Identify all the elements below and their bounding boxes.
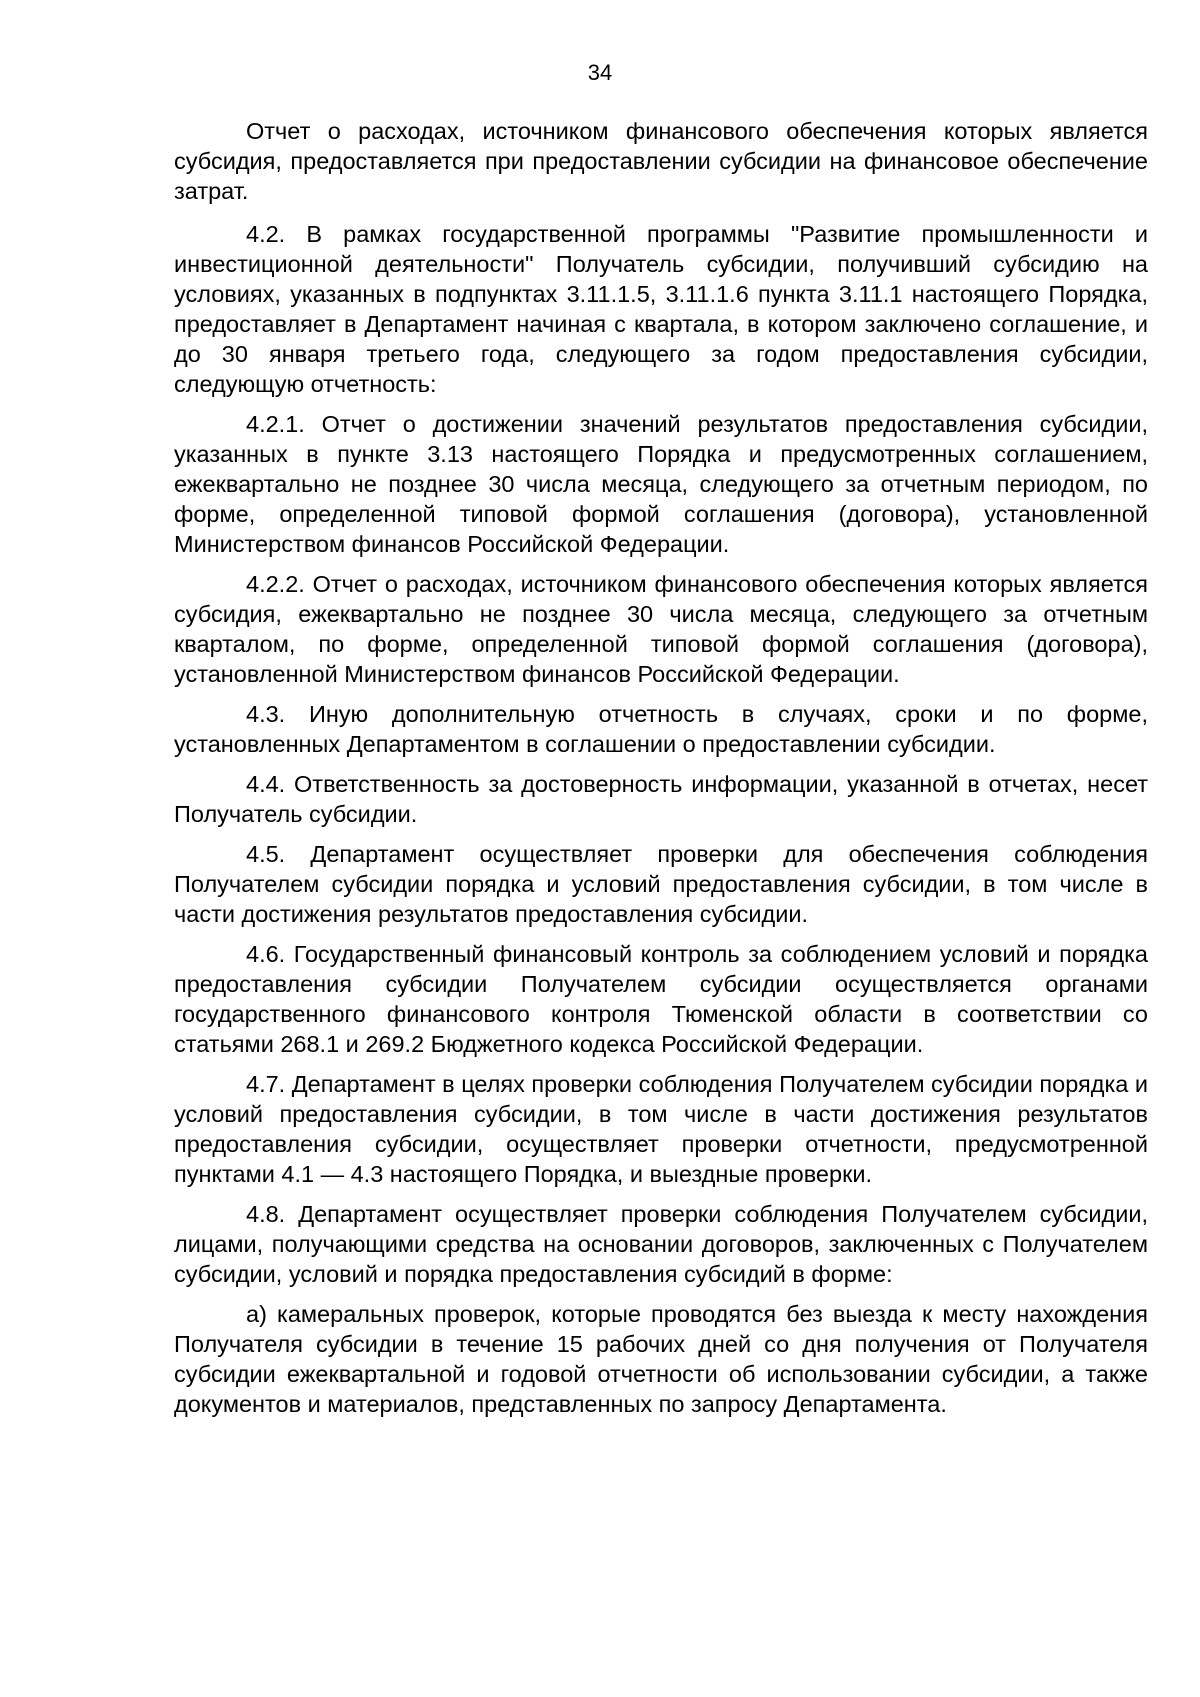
paragraph-4-3: 4.3. Иную дополнительную отчетность в случаях, сроки и по форме, установленных Департаментом в соглашении о предоставлении субсидии. <box>174 701 1148 757</box>
document-body <box>174 116 1148 1429</box>
paragraph-4-5: 4.5. Департамент осуществляет проверки для обеспечения соблюдения Получателем субсидии порядка и условий предоставления субсидии, в том числе в части достижения результатов предоставления субсидии. <box>174 841 1148 927</box>
paragraph-4-8-a: а) камеральных проверок, которые проводятся без выезда к месту нахождения Получателя субсидии в течение 15 рабочих дней со дня получения от Получателя субсидии ежеквартальной и годовой отчетности об использовании субсидии, а также документов и материалов, представленных по запросу Департамента. <box>174 1301 1148 1417</box>
paragraph-4-8: 4.8. Департамент осуществляет проверки соблюдения Получателем субсидии, лицами, получающими средства на основании договоров, заключенных с Получателем субсидии, условий и порядка предоставления субсидий в форме: <box>174 1201 1148 1287</box>
paragraph-4-2-1: 4.2.1. Отчет о достижении значений результатов предоставления субсидии, указанных в пункте 3.13 настоящего Порядка и предусмотренных соглашением, ежеквартально не позднее 30 числа месяца, следующего за отчетным периодом, по форме, определенной типовой формой соглашения (договора), установленной Министерством финансов Российской Федерации. <box>174 411 1148 557</box>
page-number: 34 <box>587 60 613 85</box>
paragraph-4-4: 4.4. Ответственность за достоверность информации, указанной в отчетах, несет Получатель субсидии. <box>174 771 1148 827</box>
paragraph-4-6: 4.6. Государственный финансовый контроль за соблюдением условий и порядка предоставления субсидии Получателем субсидии осуществляется органами государственного финансового контроля Тюменской области в соответствии со статьями 268.1 и 269.2 Бюджетного кодекса Российской Федерации. <box>174 941 1148 1057</box>
paragraph-4-7: 4.7. Департамент в целях проверки соблюдения Получателем субсидии порядка и условий предоставления субсидии, в том числе в части достижения результатов предоставления субсидии, осуществляет проверки отчетности, предусмотренной пунктами 4.1 — 4.3 настоящего Порядка, и выездные проверки. <box>174 1071 1148 1187</box>
paragraph-expense-report: Отчет о расходах, источником финансового обеспечения которых является субсидия, предоставляется при предоставлении субсидии на финансовое обеспечение затрат. <box>174 118 1148 204</box>
paragraph-4-2-2: 4.2.2. Отчет о расходах, источником финансового обеспечения которых является субсидия, ежеквартально не позднее 30 числа месяца, следующего за отчетным кварталом, по форме, определенной типовой формой соглашения (договора), установленной Министерством финансов Российской Федерации. <box>174 571 1148 687</box>
paragraph-4-2: 4.2. В рамках государственной программы "Развитие промышленности и инвестиционной деятельности" Получатель субсидии, получивший субсидию на условиях, указанных в подпунктах 3.11.1.5, 3.11.1.6 пункта 3.11.1 настоящего Порядка, предоставляет в Департамент начиная с квартала, в котором заключено соглашение, и до 30 января третьего года, следующего за годом предоставления субсидии, следующую отчетность: <box>174 221 1148 397</box>
